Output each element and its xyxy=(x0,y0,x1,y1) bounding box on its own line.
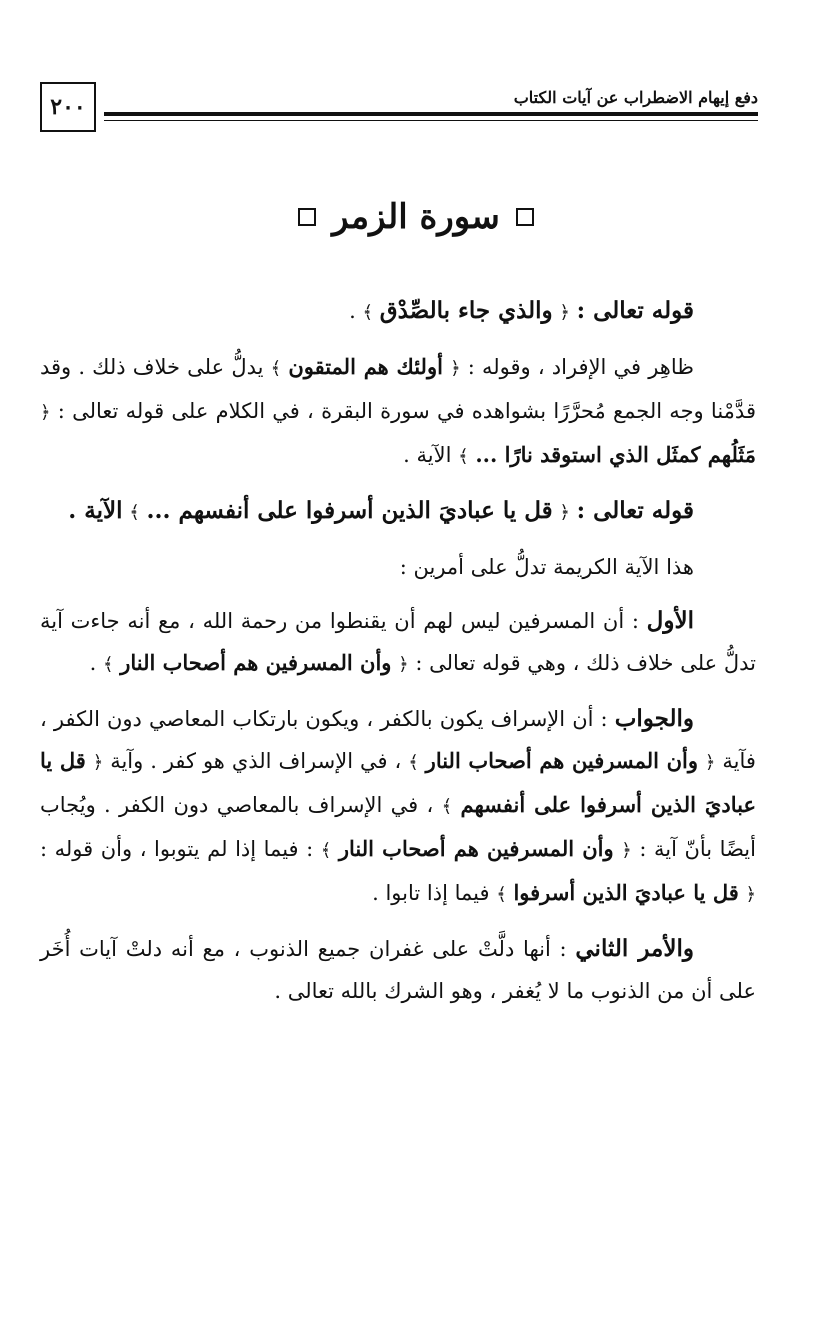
paragraph-2 xyxy=(40,346,756,478)
quran-bracket-close-icon: ﴾ xyxy=(458,446,469,467)
running-title: دفع إيهام الاضطراب عن آيات الكتاب xyxy=(513,88,758,107)
paragraph-7 xyxy=(40,928,756,1012)
quran-bracket-close-icon: ﴾ xyxy=(129,502,140,523)
verse-intro: قوله تعالى : xyxy=(576,497,694,524)
punctuation: . xyxy=(89,651,97,675)
quran-bracket-open-icon: ﴿ xyxy=(559,302,570,323)
punctuation: . xyxy=(349,299,356,323)
quran-bracket-close-icon: ﴾ xyxy=(496,884,507,905)
page-body xyxy=(40,290,756,1024)
verse-text: قل يا عباديَ الذين أسرفوا على أنفسهم ... xyxy=(146,497,553,524)
body-text: يدلُّ على خلاف ذلك . وقد قدَّمْنا وجه الجمع مُحرَّرًا بشواهده في سورة البقرة ، في الكلام على قوله تعالى : xyxy=(40,355,756,423)
body-text: ظاهِر في الإفراد ، وقوله : xyxy=(467,355,694,379)
verse-text: مَثَلُهم كمثَل الذي استوقد نارًا ... xyxy=(475,442,756,467)
verse-text: والذي جاء بالصِّدْق xyxy=(379,297,553,324)
body-text: : فيما إذا لم يتوبوا ، وأن قوله : xyxy=(40,837,314,861)
quran-bracket-open-icon: ﴿ xyxy=(559,502,570,523)
quran-bracket-open-icon: ﴿ xyxy=(745,884,756,905)
paragraph-4 xyxy=(40,546,756,588)
verse-intro: قوله تعالى : xyxy=(576,297,694,324)
surah-heading xyxy=(0,192,832,242)
quran-bracket-close-icon: ﴾ xyxy=(408,752,419,773)
section-lead: والجواب xyxy=(614,705,694,732)
body-text: : أن الإسراف يكون بالكفر ، ويكون بارتكاب المعاصي دون الكفر ، فآية xyxy=(40,707,756,773)
quran-bracket-close-icon: ﴾ xyxy=(102,654,114,675)
quran-bracket-open-icon: ﴿ xyxy=(92,752,104,773)
body-text: ، في الإسراف الذي هو كفر . وآية xyxy=(110,749,402,773)
verse-tail: الآية . xyxy=(68,497,123,524)
verse-text: وأن المسرفين هم أصحاب النار xyxy=(120,650,392,675)
header-rule-thick xyxy=(104,112,758,116)
verse-text: قل يا عباديَ الذين أسرفوا xyxy=(513,880,739,905)
quran-bracket-open-icon: ﴿ xyxy=(40,402,51,423)
verse-text: قل يا عباديَ الذين أسرفوا على أنفسهم xyxy=(40,748,756,817)
square-ornament-icon xyxy=(516,208,534,226)
quran-bracket-open-icon: ﴿ xyxy=(704,752,716,773)
body-text: ، في الإسراف بالمعاصي دون الكفر . ويُجاب أيضًا بأنّ آية : xyxy=(40,793,756,861)
paragraph-1 xyxy=(40,290,756,334)
quran-bracket-open-icon: ﴿ xyxy=(450,358,461,379)
paragraph-3 xyxy=(40,490,756,534)
body-text: : أن المسرفين ليس لهم أن يقنطوا من رحمة الله ، مع أنه جاءت آية تدلُّ على خلاف ذلك ، وهي قوله تعالى : xyxy=(40,609,756,675)
verse-text: وأن المسرفين هم أصحاب النار xyxy=(338,836,614,861)
verse-text: وأن المسرفين هم أصحاب النار xyxy=(425,748,698,773)
body-text: فيما إذا تابوا . xyxy=(372,881,490,905)
paragraph-5 xyxy=(40,600,756,686)
paragraph-6 xyxy=(40,698,756,916)
quran-bracket-close-icon: ﴾ xyxy=(270,358,282,379)
square-ornament-icon xyxy=(298,208,316,226)
body-text: : أنها دلَّتْ على غفران جميع الذنوب ، مع أنه دلتْ آيات أُخَر على أن من الذنوب ما لا يُغفر ، وهو الشرك بالله تعالى . xyxy=(40,937,756,1003)
header-rule-thin xyxy=(104,120,758,121)
section-lead: الأول xyxy=(646,607,694,634)
page-number: ٢٠٠ xyxy=(40,82,96,132)
quran-bracket-close-icon: ﴾ xyxy=(441,796,453,817)
quran-bracket-open-icon: ﴿ xyxy=(398,654,409,675)
quran-bracket-open-icon: ﴿ xyxy=(621,840,632,861)
section-lead: والأمر الثاني xyxy=(575,935,694,962)
page-header xyxy=(40,82,758,134)
body-text: الآية . xyxy=(403,443,452,467)
quran-bracket-close-icon: ﴾ xyxy=(362,302,374,323)
quran-bracket-close-icon: ﴾ xyxy=(320,840,332,861)
surah-title: سورة الزمر xyxy=(332,197,500,237)
verse-text: أولئك هم المتقون xyxy=(288,354,443,379)
body-text: هذا الآية الكريمة تدلُّ على أمرين : xyxy=(399,555,694,579)
